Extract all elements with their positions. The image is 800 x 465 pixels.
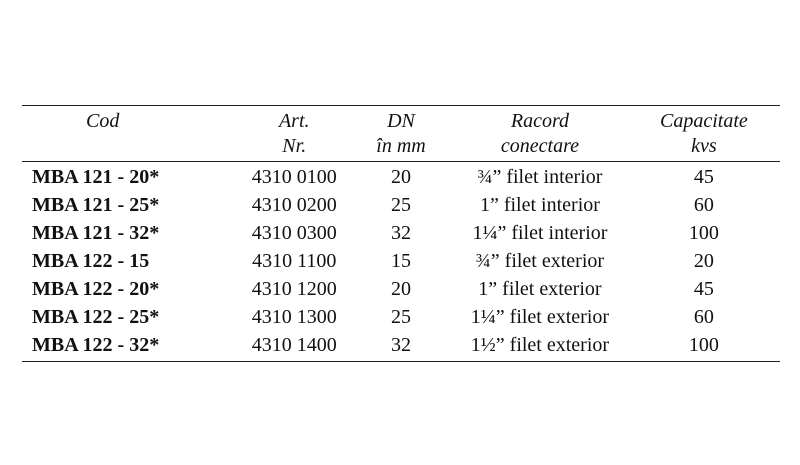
header-cod — [22, 106, 239, 162]
cell-capacitate: 60 — [693, 194, 714, 216]
cell-dn: 25 — [391, 194, 412, 216]
header-dn-line2: în mm — [376, 135, 426, 157]
header-row — [22, 106, 780, 162]
table-row — [22, 191, 780, 219]
cell-art-nr: 4310 1300 — [251, 306, 337, 328]
cell-art-nr: 4310 1200 — [251, 278, 337, 300]
cell-dn: 32 — [391, 334, 412, 356]
table-body — [22, 162, 780, 362]
header-capacitate — [628, 106, 780, 162]
header-racord-line1: Racord — [510, 110, 569, 132]
cell-cod: MBA 122 - 25* — [32, 306, 160, 328]
header-racord-line2: conectare — [500, 135, 579, 157]
cell-capacitate: 45 — [693, 278, 714, 300]
cell-dn: 20 — [391, 278, 412, 300]
cell-capacitate: 45 — [693, 166, 714, 188]
cell-art-nr: 4310 0200 — [251, 194, 337, 216]
cell-art-nr: 4310 0100 — [251, 166, 337, 188]
cell-dn: 15 — [391, 250, 412, 272]
cell-art-nr: 4310 0300 — [251, 222, 337, 244]
cell-capacitate: 100 — [688, 222, 719, 244]
cell-racord: ¾” filet interior — [477, 166, 603, 188]
cell-cod: MBA 122 - 15 — [32, 250, 150, 272]
header-art-line1: Art. — [278, 110, 310, 132]
cell-art-nr: 4310 1100 — [252, 250, 337, 272]
header-cap-line1: Capacitate — [660, 110, 748, 132]
header-dn — [350, 106, 452, 162]
table-row — [22, 303, 780, 331]
cell-cod: MBA 122 - 32* — [32, 334, 160, 356]
cell-racord: 1¼” filet interior — [472, 222, 608, 244]
table-row — [22, 247, 780, 275]
cell-art-nr: 4310 1400 — [251, 334, 337, 356]
header-racord — [452, 106, 628, 162]
cell-racord: ¾” filet exterior — [475, 250, 605, 272]
cell-capacitate: 60 — [693, 306, 714, 328]
cell-capacitate: 100 — [688, 334, 719, 356]
header-art-nr — [239, 106, 350, 162]
table-row — [22, 275, 780, 303]
cell-racord: 1¼” filet exterior — [470, 306, 610, 328]
table-header — [22, 106, 780, 162]
cell-dn: 20 — [391, 166, 412, 188]
product-spec-table — [22, 105, 780, 362]
table-row — [22, 162, 780, 192]
cell-cod: MBA 121 - 20* — [32, 166, 160, 188]
cell-racord: 1½” filet exterior — [470, 334, 610, 356]
table-row — [22, 219, 780, 247]
cell-cod: MBA 121 - 25* — [32, 194, 160, 216]
header-art-line2: Nr. — [282, 135, 307, 157]
cell-cod: MBA 121 - 32* — [32, 222, 160, 244]
cell-dn: 25 — [391, 306, 412, 328]
cell-capacitate: 20 — [693, 250, 714, 272]
cell-racord: 1” filet interior — [479, 194, 600, 216]
cell-racord: 1” filet exterior — [478, 278, 602, 300]
header-cod-line1: Cod — [86, 110, 120, 132]
cell-dn: 32 — [391, 222, 412, 244]
cell-cod: MBA 122 - 20* — [32, 278, 160, 300]
header-cap-line2: kvs — [691, 135, 717, 157]
table-row — [22, 331, 780, 362]
header-dn-line1: DN — [387, 110, 415, 132]
